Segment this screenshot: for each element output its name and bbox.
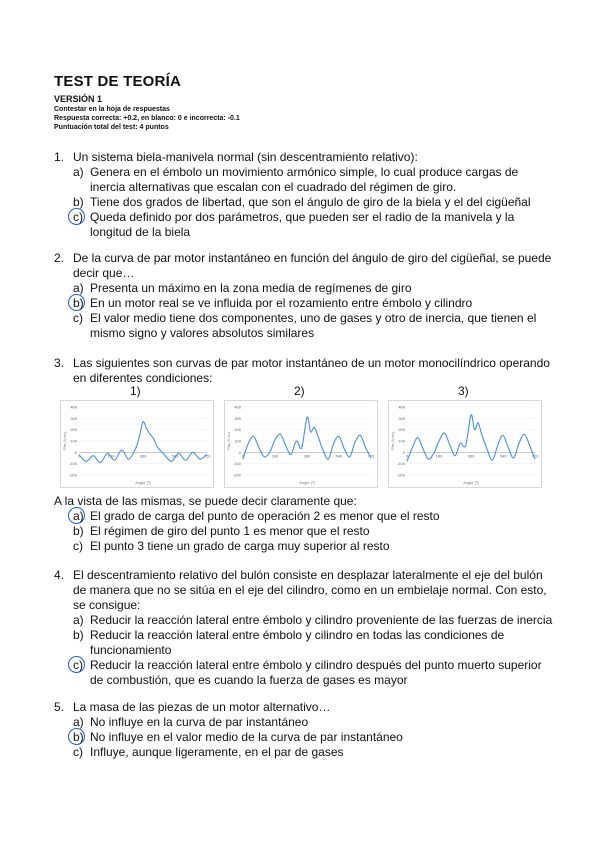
option-text: Queda definido por dos parámetros, que pueden ser el radio de la manivela y la longitud de la biela	[90, 210, 515, 239]
y-tick-label: 300	[398, 415, 405, 421]
question-2	[54, 251, 554, 341]
x-tick-label: 540	[499, 453, 507, 459]
y-tick-label: 300	[234, 415, 241, 421]
option-text: Reducir la reacción lateral entre émbolo y cilindro proveniente de las fuerzas de inercia	[90, 613, 553, 627]
chart-2-plot	[225, 401, 377, 487]
y-axis-label: Par (N·m)	[390, 432, 395, 450]
page-title: TEST DE TEORÍA	[54, 73, 181, 90]
question-number: 3.	[54, 356, 65, 370]
y-tick-label: 200	[398, 427, 405, 433]
option-letter: b)	[73, 195, 84, 209]
option-letter: b)	[73, 524, 84, 538]
x-axis-label: Angle (º)	[463, 480, 479, 485]
option-a[interactable]	[73, 613, 554, 628]
option-text: El valor medio tiene dos componentes, uno de gases y otro de inercia, que tienen el mismo signo y valores absolutos similares	[90, 311, 537, 340]
option-text: Genera en el émbolo un movimiento armónico simple, lo cual produce cargas de inercia alternativas que escalan con el cuadrado del régimen de giro.	[90, 165, 519, 194]
x-tick-label: 0	[77, 453, 81, 459]
x-tick-label: 540	[171, 453, 179, 459]
y-axis-label: Par (N·m)	[62, 432, 67, 450]
x-tick-label: 360	[139, 453, 147, 459]
y-tick-label: -100	[232, 461, 241, 467]
x-axis-label: Angle (º)	[135, 480, 151, 485]
x-tick-label: 360	[467, 453, 475, 459]
y-tick-label: -100	[396, 461, 405, 467]
instruction-total-points: Puntuación total del test: 4 puntos	[54, 124, 169, 131]
question-3	[54, 356, 554, 386]
option-c[interactable]	[73, 745, 554, 760]
torque-charts	[60, 384, 550, 488]
x-tick-label: 180	[107, 453, 115, 459]
option-b[interactable]	[73, 195, 554, 210]
y-tick-label: 200	[234, 427, 241, 433]
chart-3	[388, 400, 542, 488]
option-text: El grado de carga del punto de operación 2 es menor que el resto	[90, 509, 440, 523]
option-letter: a)	[73, 613, 84, 627]
option-letter: c)	[73, 658, 83, 672]
option-text: No influye en el valor medio de la curva de par instantáneo	[90, 730, 403, 744]
y-tick-label: 0	[74, 449, 77, 455]
question-5	[54, 700, 554, 760]
option-letter: c)	[73, 539, 83, 553]
y-tick-label: 100	[234, 438, 241, 444]
x-tick-label: 540	[335, 453, 343, 459]
question-after-text: A la vista de las mismas, se puede decir claramente que:	[54, 494, 357, 508]
question-number: 1.	[54, 150, 65, 164]
question-stem: Las siguientes son curvas de par motor instantáneo de un motor monocilíndrico operando en diferentes condiciones:	[73, 356, 550, 385]
y-tick-label: 400	[398, 404, 405, 410]
option-c[interactable]	[73, 658, 554, 688]
y-tick-label: 100	[398, 438, 405, 444]
chart-2	[224, 400, 378, 488]
y-tick-label: -200	[68, 472, 77, 478]
x-tick-label: 360	[303, 453, 311, 459]
option-letter: c)	[73, 745, 83, 759]
option-c[interactable]	[73, 539, 554, 554]
y-tick-label: 100	[70, 438, 77, 444]
question-stem: De la curva de par motor instantáneo en función del ángulo de giro del cigüeñal, se puede decir que…	[73, 251, 552, 280]
question-number: 4.	[54, 568, 65, 582]
option-text: Presenta un máximo en la zona media de regímenes de giro	[90, 281, 412, 295]
x-tick-label: 0	[405, 453, 409, 459]
question-stem: La masa de las piezas de un motor alternativo…	[73, 700, 331, 714]
x-tick-label: 180	[435, 453, 443, 459]
option-text: Influye, aunque ligeramente, en el par de gases	[90, 745, 344, 759]
x-tick-label: 720	[367, 453, 375, 459]
option-a[interactable]	[73, 715, 554, 730]
option-letter: a)	[73, 281, 84, 295]
question-number: 2.	[54, 251, 65, 265]
question-3-options	[54, 494, 554, 554]
y-tick-label: 200	[70, 427, 77, 433]
option-a[interactable]	[73, 509, 554, 524]
option-letter: a)	[73, 165, 84, 179]
question-4	[54, 568, 554, 688]
option-letter: a)	[73, 715, 84, 729]
option-text: El punto 3 tiene un grado de carga muy superior al resto	[90, 539, 390, 553]
option-letter: b)	[73, 296, 84, 310]
chart-2-label: 2)	[294, 384, 305, 398]
option-b[interactable]	[73, 730, 554, 745]
option-letter: c)	[73, 210, 83, 224]
chart-3-label: 3)	[458, 384, 469, 398]
y-tick-label: 0	[238, 449, 241, 455]
x-tick-label: 720	[203, 453, 211, 459]
option-letter: a)	[73, 509, 84, 523]
version-label: VERSIÓN 1	[54, 94, 103, 104]
chart-1-label: 1)	[130, 384, 141, 398]
option-a[interactable]	[73, 165, 554, 195]
option-a[interactable]	[73, 281, 554, 296]
instruction-scoring: Respuesta correcta: +0.2, en blanco: 0 e incorrecta: -0.1	[54, 115, 240, 122]
option-letter: b)	[73, 730, 84, 744]
chart-1-plot	[61, 401, 213, 487]
option-text: Reducir la reacción lateral entre émbolo y cilindro después del punto muerto superior de combustión, que es cuando la fuerza de gases es mayor	[90, 658, 542, 687]
option-c[interactable]	[73, 311, 554, 341]
question-number: 5.	[54, 700, 65, 714]
instruction-answer-sheet: Contestar en la hoja de respuestas	[54, 106, 170, 113]
x-tick-label: 720	[531, 453, 539, 459]
option-letter: b)	[73, 628, 84, 642]
option-c[interactable]	[73, 210, 554, 240]
option-b[interactable]	[73, 524, 554, 539]
y-tick-label: 0	[402, 449, 405, 455]
y-tick-label: -200	[232, 472, 241, 478]
y-tick-label: 400	[234, 404, 241, 410]
option-b[interactable]	[73, 296, 554, 311]
x-tick-label: 0	[241, 453, 245, 459]
option-text: Reducir la reacción lateral entre émbolo y cilindro en todas las condiciones de funcionamiento	[90, 628, 505, 657]
x-axis-label: Angle (º)	[299, 480, 315, 485]
option-text: Tiene dos grados de libertad, que son el ángulo de giro de la biela y el del cigüeñal	[90, 195, 531, 209]
option-b[interactable]	[73, 628, 554, 658]
option-text: El régimen de giro del punto 1 es menor que el resto	[90, 524, 370, 538]
y-tick-label: 300	[70, 415, 77, 421]
y-tick-label: -200	[396, 472, 405, 478]
x-tick-label: 180	[271, 453, 279, 459]
question-1	[54, 150, 554, 240]
question-stem: Un sistema biela-manivela normal (sin descentramiento relativo):	[73, 150, 418, 164]
option-letter: c)	[73, 311, 83, 325]
option-text: No influye en la curva de par instantáneo	[90, 715, 309, 729]
y-tick-label: -100	[68, 461, 77, 467]
y-tick-label: 400	[70, 404, 77, 410]
question-stem: El descentramiento relativo del bulón consiste en desplazar lateralmente el eje del bulón de manera que no se sitúa en el eje del cilindro, como en un embielaje normal. Con esto, se consigue:	[73, 568, 547, 612]
option-text: En un motor real se ve influida por el rozamiento entre émbolo y cilindro	[90, 296, 473, 310]
chart-1	[60, 400, 214, 488]
chart-3-plot	[389, 401, 541, 487]
y-axis-label: Par (N·m)	[226, 432, 231, 450]
